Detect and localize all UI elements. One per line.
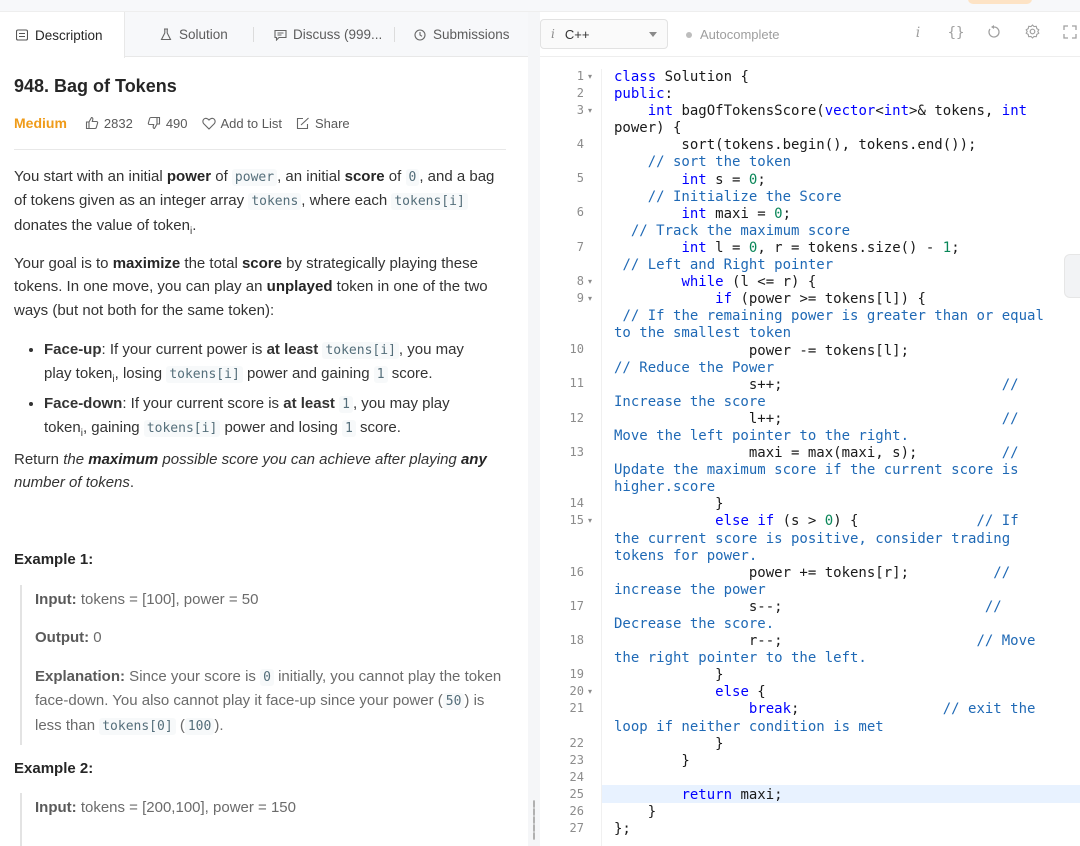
like-count: 2832 — [103, 115, 133, 131]
list-item: • Face-down: If your current score is at least 1 , you may play token$_i$, gaining tokens[i] power and losing 1 score. — [44, 392, 494, 446]
problem-meta — [14, 113, 364, 133]
example-1-input: Input: tokens = [100], power = 50 — [35, 591, 259, 608]
line-number: 1 — [576, 69, 584, 83]
line-number: 12 — [569, 411, 584, 425]
top-badge — [968, 0, 1032, 4]
line-number: 25 — [569, 787, 584, 801]
chevron-down-icon — [649, 32, 657, 37]
code-line: // sort the token — [647, 154, 792, 171]
tab-description-label: Description — [35, 27, 103, 43]
share-icon — [296, 117, 310, 130]
code-line: s++; // — [614, 376, 1019, 393]
code-text[interactable] — [614, 69, 1080, 838]
heart-icon — [202, 117, 216, 130]
code-line: int l = 0, r = tokens.size() - 1; — [681, 239, 960, 256]
tab-description[interactable] — [0, 12, 125, 58]
autocomplete-toggle[interactable] — [686, 27, 780, 42]
difficulty-badge: Medium — [14, 115, 67, 131]
problem-title: 948. Bag of Tokens — [14, 76, 177, 96]
line-number: 17 — [569, 599, 584, 613]
code-line: r--; // Move — [614, 633, 1036, 650]
code-line: power += tokens[r]; // — [614, 564, 1011, 581]
thumbs-up-icon — [85, 116, 99, 130]
code-line: increase the power — [614, 581, 766, 598]
code-line: Update the maximum score if the current score is — [614, 462, 1019, 479]
editor-toolbar-icons — [908, 24, 1080, 42]
language-select[interactable] — [540, 19, 668, 49]
description-icon — [15, 28, 29, 42]
code-line: // Initialize the Score — [647, 188, 842, 205]
line-number: 22 — [569, 736, 584, 750]
code-line: if (power >= tokens[l]) { — [715, 291, 926, 308]
line-number: 18 — [569, 633, 584, 647]
like-button[interactable] — [85, 116, 133, 131]
code-line: s--; // — [614, 598, 1002, 615]
tab-submissions-label: Submissions — [433, 27, 510, 42]
code-line: // If the remaining power is greater than or equal — [622, 308, 1044, 325]
line-number: 13 — [569, 445, 584, 459]
panel-splitter[interactable] — [528, 12, 540, 846]
code-line: tokens for power. — [614, 547, 758, 564]
code-line: } — [614, 735, 724, 752]
line-number: 14 — [569, 496, 584, 510]
tab-submissions[interactable] — [413, 12, 510, 57]
line-number: 4 — [576, 137, 584, 151]
code-line: power) { — [614, 120, 682, 137]
thumbs-down-icon — [147, 116, 161, 130]
code-line: else { — [715, 684, 766, 701]
example-2-block — [20, 793, 506, 846]
code-line: Increase the score — [614, 393, 766, 410]
editor-panel — [540, 12, 1080, 846]
tab-separator — [394, 27, 395, 42]
tab-separator — [253, 27, 254, 42]
example-2-heading: Example 2: — [14, 760, 94, 777]
code-line: sort(tokens.begin(), tokens.end()); — [614, 137, 977, 154]
braces-icon[interactable]: {} — [947, 25, 965, 41]
code-line — [614, 770, 1080, 787]
autocomplete-label: Autocomplete — [700, 27, 780, 42]
line-number: 10 — [569, 342, 584, 356]
example-2-input: Input: tokens = [200,100], power = 150 — [35, 799, 296, 816]
line-number: 20 — [569, 684, 584, 698]
language-select-value: C++ — [564, 26, 590, 42]
tab-discuss-label: Discuss (999... — [293, 27, 383, 42]
code-line: break; // exit the — [748, 701, 1036, 718]
problem-panel — [0, 12, 528, 846]
code-line: Decrease the score. — [614, 616, 775, 632]
description-paragraph-1: You start with an initial power of power , an initial score of 0 , and a bag of tokens given as an integer array tokens , where each tokens[i] donates the value of token$_i$. — [14, 168, 495, 237]
description-paragraph-3: Return the maximum possible score you can achieve after playing any number of tokens. — [14, 451, 487, 492]
line-number: 24 — [569, 770, 584, 784]
dislike-count: 490 — [165, 115, 188, 131]
fold-chevron-icon[interactable]: ▾ — [588, 516, 593, 525]
example-1-output: Output: 0 — [35, 629, 102, 647]
code-line: while (l <= r) { — [681, 274, 817, 291]
drag-handle-icon — [533, 800, 535, 840]
code-line: } — [614, 804, 657, 821]
line-number: 3 — [576, 103, 584, 117]
fold-chevron-icon[interactable]: ▾ — [588, 277, 593, 286]
tab-bar — [0, 12, 528, 57]
code-line: to the smallest token — [614, 325, 792, 342]
code-line: maxi = max(maxi, s); // — [614, 445, 1019, 462]
line-number: 21 — [569, 701, 584, 715]
moves-list — [44, 338, 494, 445]
share-button[interactable] — [296, 116, 350, 131]
code-line: return maxi; — [681, 786, 783, 803]
fold-chevron-icon[interactable]: ▾ — [588, 687, 593, 696]
info-icon: i — [551, 27, 555, 41]
status-dot-icon — [686, 32, 692, 38]
line-number: 5 — [576, 171, 584, 185]
fold-chevron-icon[interactable]: ▾ — [588, 106, 593, 115]
top-strip — [0, 0, 1080, 12]
code-editor[interactable] — [540, 69, 1080, 846]
line-number: 26 — [569, 804, 584, 818]
code-line: }; — [614, 821, 631, 838]
add-to-list-button[interactable] — [202, 116, 282, 131]
example-1-heading: Example 1: — [14, 551, 94, 568]
settings-icon[interactable] — [1022, 24, 1042, 42]
line-number: 8 — [576, 274, 584, 288]
code-line: } — [614, 667, 724, 684]
line-number: 16 — [569, 565, 584, 579]
code-line: loop if neither condition is met — [614, 718, 884, 735]
code-line: } — [614, 752, 690, 769]
line-number: 6 — [576, 205, 584, 219]
chat-icon — [273, 28, 287, 42]
code-line: Move the left pointer to the right. — [614, 427, 910, 444]
reset-icon[interactable] — [984, 25, 1004, 42]
code-line: the right pointer to the left. — [614, 650, 867, 667]
example-1-explanation: Explanation: Since your score is 0 initially, you cannot play the token face-down. You also cannot play it face-up since your power ( 50 ) is less than tokens[0] ( 100 ). — [35, 667, 502, 734]
tab-solution[interactable] — [159, 12, 228, 57]
code-line: power -= tokens[l]; — [614, 342, 910, 359]
divider — [14, 149, 506, 150]
tab-solution-label: Solution — [179, 27, 228, 42]
code-line: class Solution { — [614, 69, 749, 85]
tab-discuss[interactable] — [273, 12, 382, 57]
code-line: // Left and Right pointer — [622, 257, 834, 274]
line-number: 27 — [569, 821, 584, 835]
code-line: } — [614, 496, 724, 513]
code-line: the current score is positive, consider trading — [614, 530, 1011, 547]
add-to-list-label: Add to List — [220, 115, 282, 131]
line-number: 7 — [576, 240, 584, 254]
line-number: 19 — [569, 667, 584, 681]
line-gutter — [540, 69, 602, 846]
dislike-button[interactable] — [147, 116, 188, 131]
fold-chevron-icon[interactable]: ▾ — [588, 294, 593, 303]
editor-toolbar — [540, 12, 1080, 57]
code-line: else if (s > 0) { // If — [715, 513, 1019, 530]
line-number: 9 — [576, 291, 584, 305]
code-line: l++; // — [614, 410, 1019, 427]
info-icon[interactable]: i — [915, 25, 921, 41]
code-line: higher.score — [614, 479, 716, 496]
code-line: public: — [614, 86, 674, 103]
fold-chevron-icon[interactable]: ▾ — [588, 72, 593, 81]
line-number: 2 — [576, 86, 584, 100]
clock-icon — [413, 28, 427, 42]
list-item: • Face-up: If your current power is at least tokens[i] , you may play token$_i$, losing tokens[i] power and gaining 1 score. — [44, 338, 494, 392]
line-number: 15 — [569, 513, 584, 527]
code-line: int bagOfTokensScore(vector<int>& tokens, int — [647, 103, 1028, 120]
code-line: int s = 0; — [681, 171, 766, 188]
fullscreen-icon[interactable] — [1060, 25, 1080, 42]
line-number: 23 — [569, 753, 584, 767]
share-label: Share — [314, 115, 350, 131]
side-panel-toggle[interactable] — [1064, 254, 1080, 298]
code-line: int maxi = 0; — [681, 205, 792, 222]
line-number: 11 — [569, 376, 584, 390]
description-paragraph-2: Your goal is to maximize the total score by strategically playing these tokens. In one move, you can play an unplayed token in one of the two ways (but not both for the same token): — [14, 255, 488, 319]
code-line: // Track the maximum score — [630, 222, 851, 239]
code-line: // Reduce the Power — [614, 359, 775, 376]
example-1-block — [20, 585, 506, 745]
flask-icon — [159, 28, 173, 42]
